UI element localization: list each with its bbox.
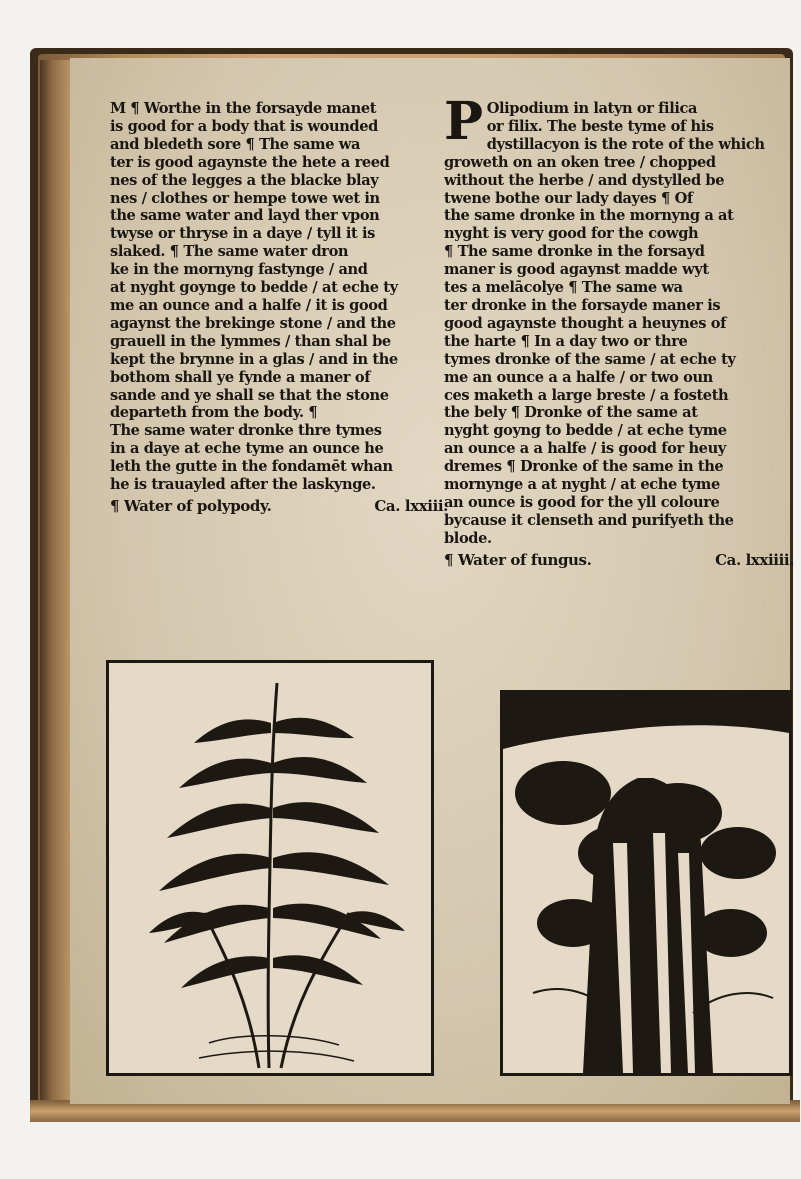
chapter-number: Ca. lxxiiii. [715, 550, 794, 569]
left-text-line: is good for a body that is wounded [110, 117, 378, 135]
right-text-line: twene bothe our lady dayes ¶ Of [444, 189, 693, 207]
chapter-title: ¶ Water of polypody. [110, 496, 272, 515]
right-text-line: an ounce is good for the yll coloure [444, 493, 720, 511]
left-text-line: nes of the legges a the blacke blay [110, 171, 379, 189]
left-text-line: departeth from the body. ¶ [110, 404, 318, 422]
right-chapter-heading [444, 552, 794, 570]
right-text-column [444, 100, 794, 570]
left-text-column [110, 100, 448, 516]
book-gutter [40, 60, 70, 1100]
right-text-line: bycause it clenseth and purifyeth the [444, 511, 734, 529]
left-chapter-heading [110, 498, 448, 516]
left-text-line: leth the gutte in the fondamēt whan [110, 458, 393, 476]
left-text-line: slaked. ¶ The same water dron [110, 243, 349, 261]
right-text-line: ter dronke in the forsayde maner is [444, 296, 721, 314]
right-text-line: me an ounce a a halfe / or two oun [444, 368, 713, 386]
right-text-line: tes a melācolye ¶ The same wa [444, 279, 683, 297]
left-text-line: The same water dronke thre tymes [110, 422, 382, 440]
fungus-illustration [503, 693, 789, 1073]
right-lines [444, 100, 794, 548]
left-text-line: bothom shall ye fynde a maner of [110, 368, 371, 386]
fern-illustration [109, 663, 431, 1073]
left-text-line: me an ounce and a halfe / it is good [110, 296, 388, 314]
right-text-line: nyght goyng to bedde / at eche tyme [444, 422, 727, 440]
right-text-line: the harte ¶ In a day two or thre [444, 332, 688, 350]
left-text-line: M ¶ Worthe in the forsayde manet [110, 100, 377, 117]
polypody-woodcut [106, 660, 434, 1076]
left-text-line: agaynst the brekinge stone / and the [110, 314, 396, 332]
left-text-line: kept the brynne in a glas / and in the [110, 350, 398, 368]
left-paragraph [110, 100, 448, 494]
right-text-line: tymes dronke of the same / at eche ty [444, 350, 736, 368]
left-text-line: grauell in the lymmes / than shal be [110, 332, 391, 350]
left-text-line: sande and ye shall se that the stone [110, 386, 389, 404]
right-text-line: ¶ The same dronke in the forsayd [444, 243, 705, 261]
chapter-title: ¶ Water of fungus. [444, 550, 592, 569]
left-text-line: at nyght goynge to bedde / at eche ty [110, 279, 398, 297]
left-text-line: and bledeth sore ¶ The same wa [110, 135, 361, 153]
chapter-number: Ca. lxxiii. [374, 496, 448, 515]
right-text-line: without the herbe / and dystylled be [444, 171, 725, 189]
fungus-woodcut [500, 690, 792, 1076]
right-text-line: good agaynste thought a heuynes of [444, 314, 726, 332]
right-text-line: an ounce a a halfe / is good for heuy [444, 440, 726, 458]
right-text-line: dystillacyon is the rote of the which [486, 135, 765, 153]
left-text-line: ke in the mornyng fastynge / and [110, 261, 368, 279]
right-text-line: maner is good agaynst madde wyt [444, 261, 709, 279]
right-text-line: mornynge a at nyght / at eche tyme [444, 476, 720, 494]
right-text-line: nyght is very good for the cowgh [444, 225, 699, 243]
right-text-line: ces maketh a large breste / a fosteth [444, 386, 729, 404]
right-text-line: dremes ¶ Dronke of the same in the [444, 458, 724, 476]
left-text-line: ter is good agaynste the hete a reed [110, 153, 390, 171]
right-text-line: the same dronke in the mornyng a at [444, 207, 734, 225]
left-text-line: the same water and layd ther vpon [110, 207, 380, 225]
right-text-line: groweth on an oken tree / chopped [444, 153, 716, 171]
right-text-line: blode. [444, 529, 492, 547]
right-text-line: or filix. The beste tyme of his [486, 117, 714, 135]
right-paragraph [444, 100, 794, 548]
drop-cap-initial: P [444, 100, 483, 144]
left-text-line: twyse or thryse in a daye / tyll it is [110, 225, 375, 243]
left-text-line: he is trauayled after the laskynge. [110, 476, 376, 494]
right-text-line: Olipodium in latyn or filica [486, 100, 698, 117]
left-text-line: nes / clothes or hempe towe wet in [110, 189, 380, 207]
left-text-line: in a daye at eche tyme an ounce he [110, 440, 384, 458]
right-text-line: the bely ¶ Dronke of the same at [444, 404, 698, 422]
